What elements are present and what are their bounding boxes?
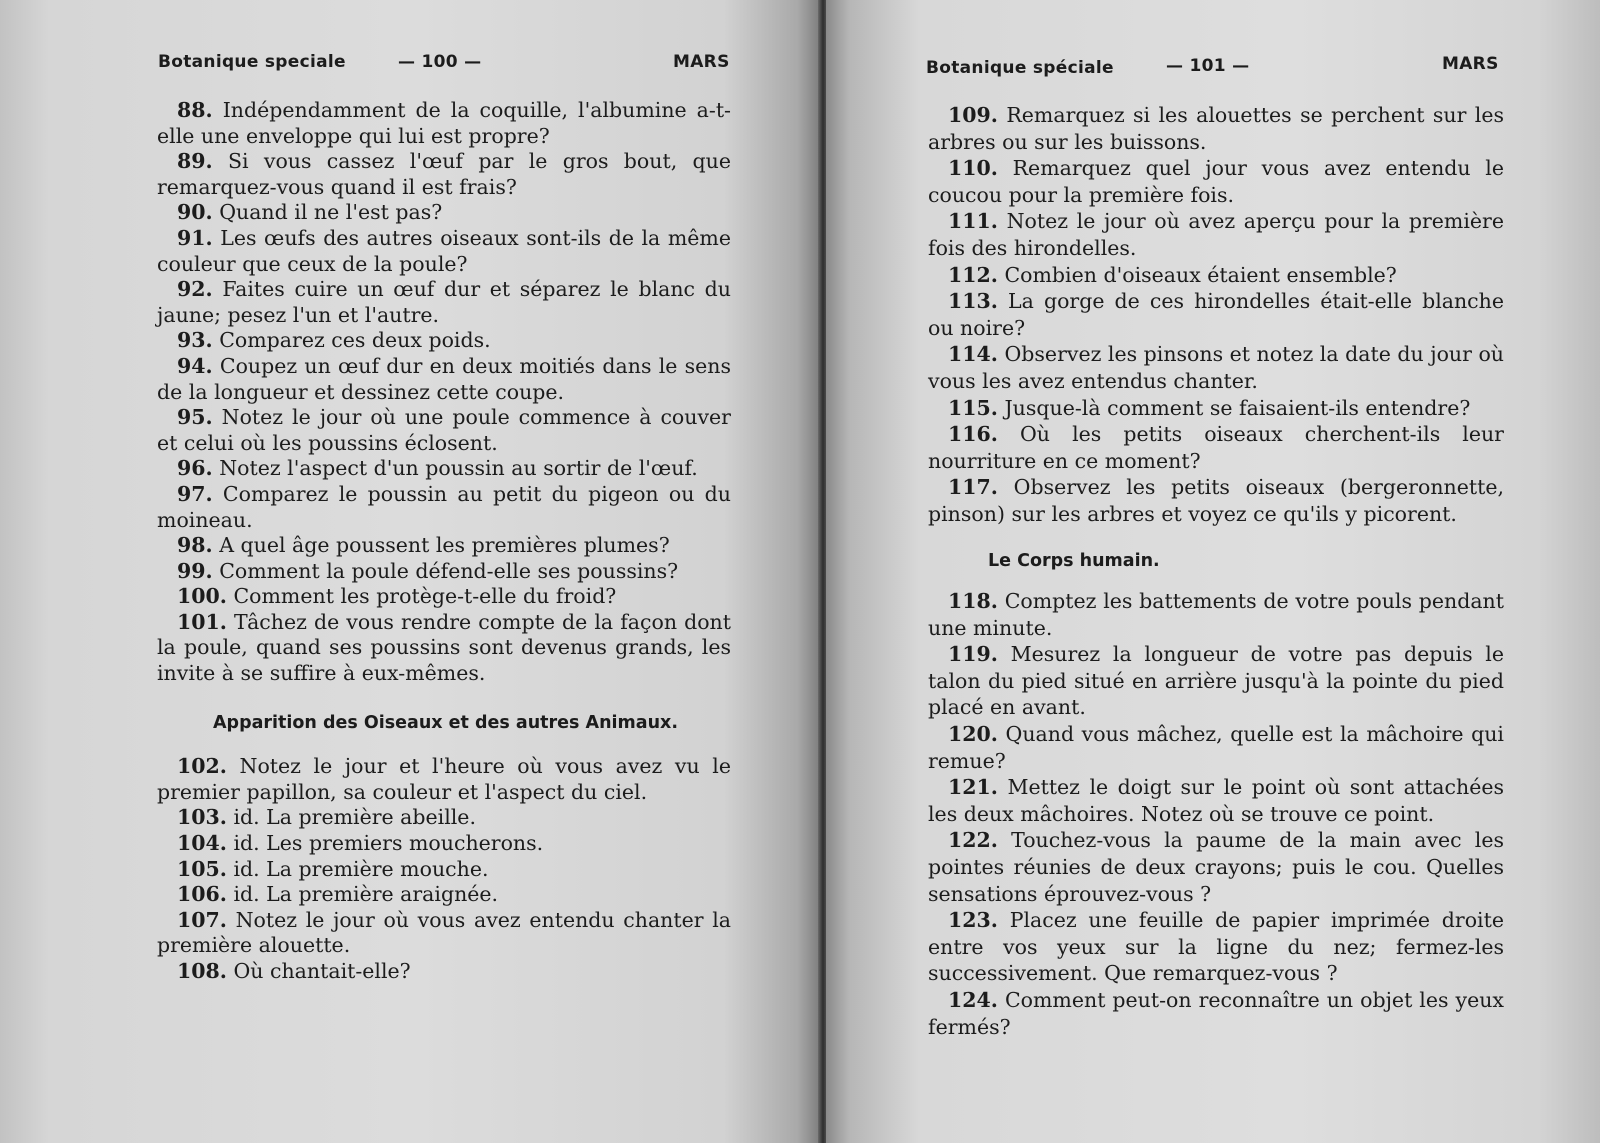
question-text: Remarquez quel jour vous avez entendu le coucou pour la première fois. — [928, 156, 1504, 207]
question-number: 118. — [948, 589, 998, 614]
question-number: 113. — [948, 289, 998, 314]
question-text: Mettez le doigt sur le point où sont attachées les deux mâchoires. Notez où se trouve ce point. — [928, 775, 1504, 826]
question-text: Tâchez de vous rendre compte de la façon dont la poule, quand ses poussins sont devenus grands, les invite à se suffire à eux-mêmes. — [157, 609, 731, 686]
question-number: 95. — [177, 405, 213, 430]
question-number: 108. — [177, 959, 227, 983]
question-text: Remarquez si les alouettes se perchent sur les arbres ou sur les buissons. — [928, 103, 1504, 154]
question-text: Comment la poule défend-elle ses poussins? — [219, 558, 679, 583]
question-text: id. La première araignée. — [233, 882, 499, 907]
question-text: Comptez les battements de votre pouls pendant une minute. — [928, 589, 1504, 640]
question-number: 103. — [177, 805, 227, 830]
question-number: 115. — [948, 395, 998, 420]
question-number: 124. — [948, 988, 998, 1012]
question-text: Notez le jour et l'heure où vous avez vu le premier papillon, sa couleur et l'aspect du ciel. — [157, 754, 731, 804]
question-number: 109. — [948, 103, 998, 127]
question-item — [157, 959, 731, 985]
question-number: 122. — [948, 828, 998, 853]
question-text: Observez les petits oiseaux (bergeronnette, pinson) sur les arbres et voyez ce qu'ils y picorent. — [928, 475, 1504, 526]
question-text: id. La première mouche. — [233, 856, 489, 881]
question-text: Quand il ne l'est pas? — [219, 200, 443, 225]
question-item — [928, 262, 1504, 289]
running-head-title: Botanique spéciale — [926, 58, 1114, 78]
question-text: Les œufs des autres oiseaux sont-ils de la même couleur que ceux de la poule? — [157, 225, 731, 276]
question-text: Faites cuire un œuf dur et séparez le blanc du jaune; pesez l'un et l'autre. — [157, 277, 731, 327]
question-item — [157, 559, 731, 585]
question-item — [928, 288, 1504, 341]
question-item — [928, 907, 1504, 987]
question-item — [157, 456, 731, 482]
question-item — [928, 987, 1504, 1040]
question-text: Jusque-là comment se faisaient-ils entendre? — [1004, 395, 1471, 420]
question-number: 123. — [948, 908, 998, 933]
question-item — [157, 354, 731, 405]
question-item — [157, 405, 731, 456]
question-item — [928, 774, 1504, 827]
question-item — [157, 610, 731, 687]
question-text: Combien d'oiseaux étaient ensemble? — [1004, 262, 1397, 287]
question-item — [928, 641, 1504, 721]
question-text: Touchez-vous la paume de la main avec les pointes réunies de deux crayons; puis le cou. Quelles sensations éprouvez-vous ? — [928, 828, 1504, 906]
question-item — [928, 395, 1504, 422]
question-number: 116. — [948, 422, 998, 447]
question-number: 112. — [948, 262, 998, 287]
question-number: 89. — [177, 149, 213, 174]
question-number: 101. — [177, 609, 227, 634]
running-head-month: MARS — [673, 52, 730, 72]
question-number: 91. — [177, 225, 213, 250]
question-list — [157, 754, 731, 984]
question-text: Comment les protège-t-elle du froid? — [233, 584, 617, 609]
question-list — [928, 588, 1504, 1040]
question-item — [157, 584, 731, 610]
question-text: Où les petits oiseaux cherchent-ils leur nourriture en ce moment? — [928, 422, 1504, 473]
question-text: Comparez le poussin au petit du pigeon ou du moineau. — [157, 481, 731, 532]
question-number: 120. — [948, 722, 998, 747]
question-number: 94. — [177, 353, 213, 378]
question-item — [157, 226, 731, 277]
question-number: 111. — [948, 209, 998, 234]
question-list — [928, 102, 1504, 528]
question-number: 88. — [177, 98, 213, 122]
question-number: 93. — [177, 328, 213, 353]
question-number: 106. — [177, 882, 227, 907]
question-number: 105. — [177, 856, 227, 881]
question-text: Notez l'aspect d'un poussin au sortir de l'œuf. — [219, 456, 698, 481]
question-item — [157, 754, 731, 805]
question-item — [157, 149, 731, 200]
question-number: 92. — [177, 277, 213, 302]
question-text: id. La première abeille. — [233, 805, 476, 830]
question-number: 102. — [177, 754, 227, 779]
question-item — [928, 474, 1504, 527]
question-item — [157, 533, 731, 559]
question-text: Notez le jour où une poule commence à couver et celui où les poussins éclosent. — [157, 405, 731, 455]
question-text: Observez les pinsons et notez la date du jour où vous les avez entendus chanter. — [928, 342, 1504, 393]
question-item — [928, 721, 1504, 774]
question-text: La gorge de ces hirondelles était-elle blanche ou noire? — [928, 289, 1504, 340]
question-text: Mesurez la longueur de votre pas depuis le talon du pied situé en arrière jusqu'à la pointe du pied placé en avant. — [928, 642, 1504, 720]
question-number: 97. — [177, 481, 213, 506]
question-item — [157, 805, 731, 831]
question-item — [157, 482, 731, 533]
right-page-body — [928, 102, 1504, 1040]
question-number: 99. — [177, 558, 213, 583]
question-item — [157, 831, 731, 857]
question-text: Notez le jour où vous avez entendu chanter la première alouette. — [157, 907, 731, 958]
running-head-title: Botanique speciale — [158, 52, 346, 72]
question-item — [928, 208, 1504, 261]
page-number: — 100 — — [398, 52, 482, 72]
question-number: 117. — [948, 475, 998, 500]
question-number: 100. — [177, 584, 227, 609]
question-list — [157, 98, 731, 687]
question-item — [157, 908, 731, 959]
question-item — [928, 827, 1504, 907]
question-text: Coupez un œuf dur en deux moitiés dans le sens de la longueur et dessinez cette coupe. — [157, 353, 731, 404]
question-number: 107. — [177, 907, 227, 932]
right-page — [826, 0, 1600, 1143]
question-number: 119. — [948, 642, 998, 667]
section-title: Apparition des Oiseaux et des autres Animaux. — [213, 712, 678, 733]
question-item — [157, 200, 731, 226]
question-item — [928, 588, 1504, 641]
question-text: Placez une feuille de papier imprimée droite entre vos yeux sur la ligne du nez; fermez-les successivement. Que remarquez-vous ? — [928, 908, 1504, 986]
question-item — [928, 102, 1504, 155]
question-item — [157, 857, 731, 883]
left-page-body — [157, 98, 731, 985]
question-text: Notez le jour où avez aperçu pour la première fois des hirondelles. — [928, 209, 1504, 260]
question-text: Où chantait-elle? — [233, 959, 411, 983]
question-number: 104. — [177, 831, 227, 856]
question-item — [928, 155, 1504, 208]
section-title: Le Corps humain. — [988, 550, 1160, 571]
question-text: Si vous cassez l'œuf par le gros bout, que remarquez-vous quand il est frais? — [157, 149, 731, 199]
question-number: 90. — [177, 200, 213, 225]
question-text: A quel âge poussent les premières plumes? — [219, 533, 670, 558]
question-text: id. Les premiers moucherons. — [233, 831, 544, 856]
question-number: 96. — [177, 456, 213, 481]
question-number: 121. — [948, 775, 998, 800]
question-item — [157, 328, 731, 354]
question-item — [157, 277, 731, 328]
question-number: 110. — [948, 156, 998, 181]
question-text: Comparez ces deux poids. — [219, 328, 491, 353]
question-item — [157, 882, 731, 908]
page-number: — 101 — — [1166, 56, 1250, 76]
question-text: Comment peut-on reconnaître un objet les yeux fermés? — [928, 988, 1504, 1039]
question-number: 114. — [948, 342, 998, 367]
running-head-month: MARS — [1442, 54, 1499, 74]
question-item — [928, 341, 1504, 394]
question-text: Indépendamment de la coquille, l'albumine a-t-elle une enveloppe qui lui est propre? — [157, 98, 731, 148]
question-text: Quand vous mâchez, quelle est la mâchoire qui remue? — [928, 722, 1504, 773]
question-item — [157, 98, 731, 149]
question-item — [928, 421, 1504, 474]
question-number: 98. — [177, 533, 213, 558]
